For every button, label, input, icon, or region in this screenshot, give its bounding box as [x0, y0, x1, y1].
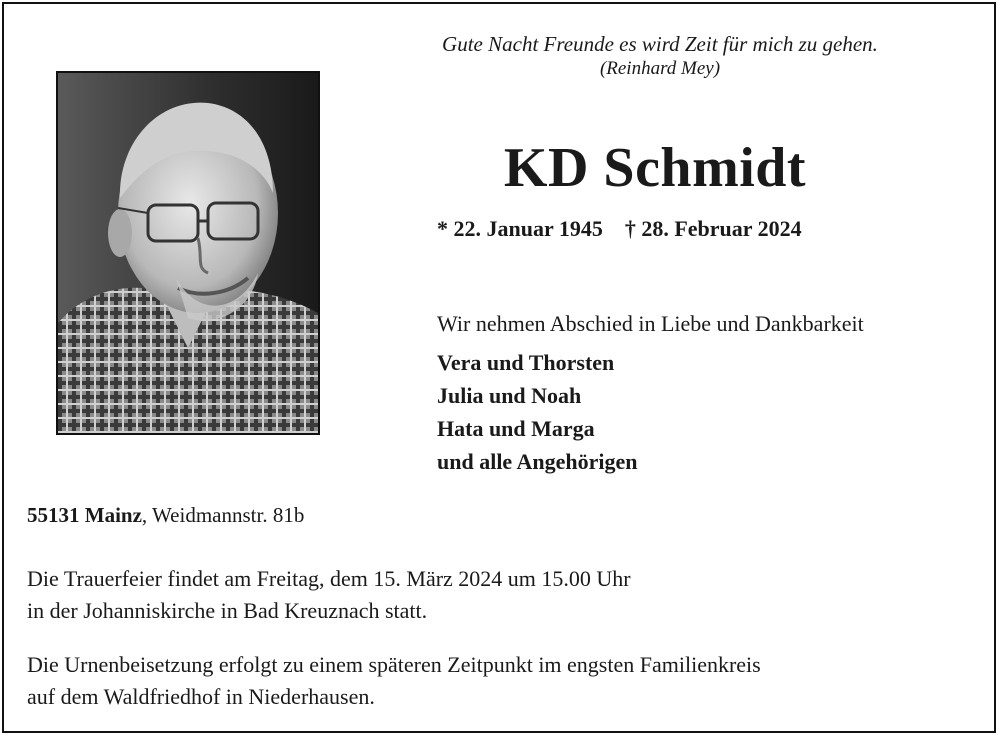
- death-date: † 28. Februar 2024: [624, 216, 802, 241]
- mourning-address: [27, 503, 304, 528]
- birth-date: * 22. Januar 1945: [437, 216, 603, 241]
- service-line: in der Johanniskirche in Bad Kreuznach statt.: [27, 598, 428, 623]
- quote-author: (Reinhard Mey): [599, 58, 721, 79]
- deceased-name: KD Schmidt: [503, 137, 807, 199]
- mourner-name: und alle Angehörigen: [437, 449, 638, 474]
- burial-line: auf dem Waldfriedhof in Niederhausen.: [27, 684, 375, 709]
- life-dates: [437, 216, 802, 242]
- address-street: , Weidmannstr. 81b: [141, 503, 305, 527]
- portrait-photo: [56, 71, 320, 435]
- burial-line: Die Urnenbeisetzung erfolgt zu einem späteren Zeitpunkt im engsten Familienkreis: [27, 652, 761, 677]
- mourner-name: Vera und Thorsten: [437, 350, 615, 375]
- urn-burial-text: [27, 649, 987, 713]
- service-line: Die Trauerfeier findet am Freitag, dem 15. März 2024 um 15.00 Uhr: [27, 566, 631, 591]
- mourner-name: Hata und Marga: [437, 416, 595, 441]
- portrait-illustration: [58, 73, 318, 433]
- farewell-line: Wir nehmen Abschied in Liebe und Dankbarkeit: [437, 311, 864, 336]
- funeral-service-text: [27, 563, 987, 627]
- mourner-name: Julia und Noah: [437, 383, 582, 408]
- quote-text: Gute Nacht Freunde es wird Zeit für mich zu gehen.: [442, 32, 878, 56]
- address-city: 55131 Mainz: [27, 503, 142, 527]
